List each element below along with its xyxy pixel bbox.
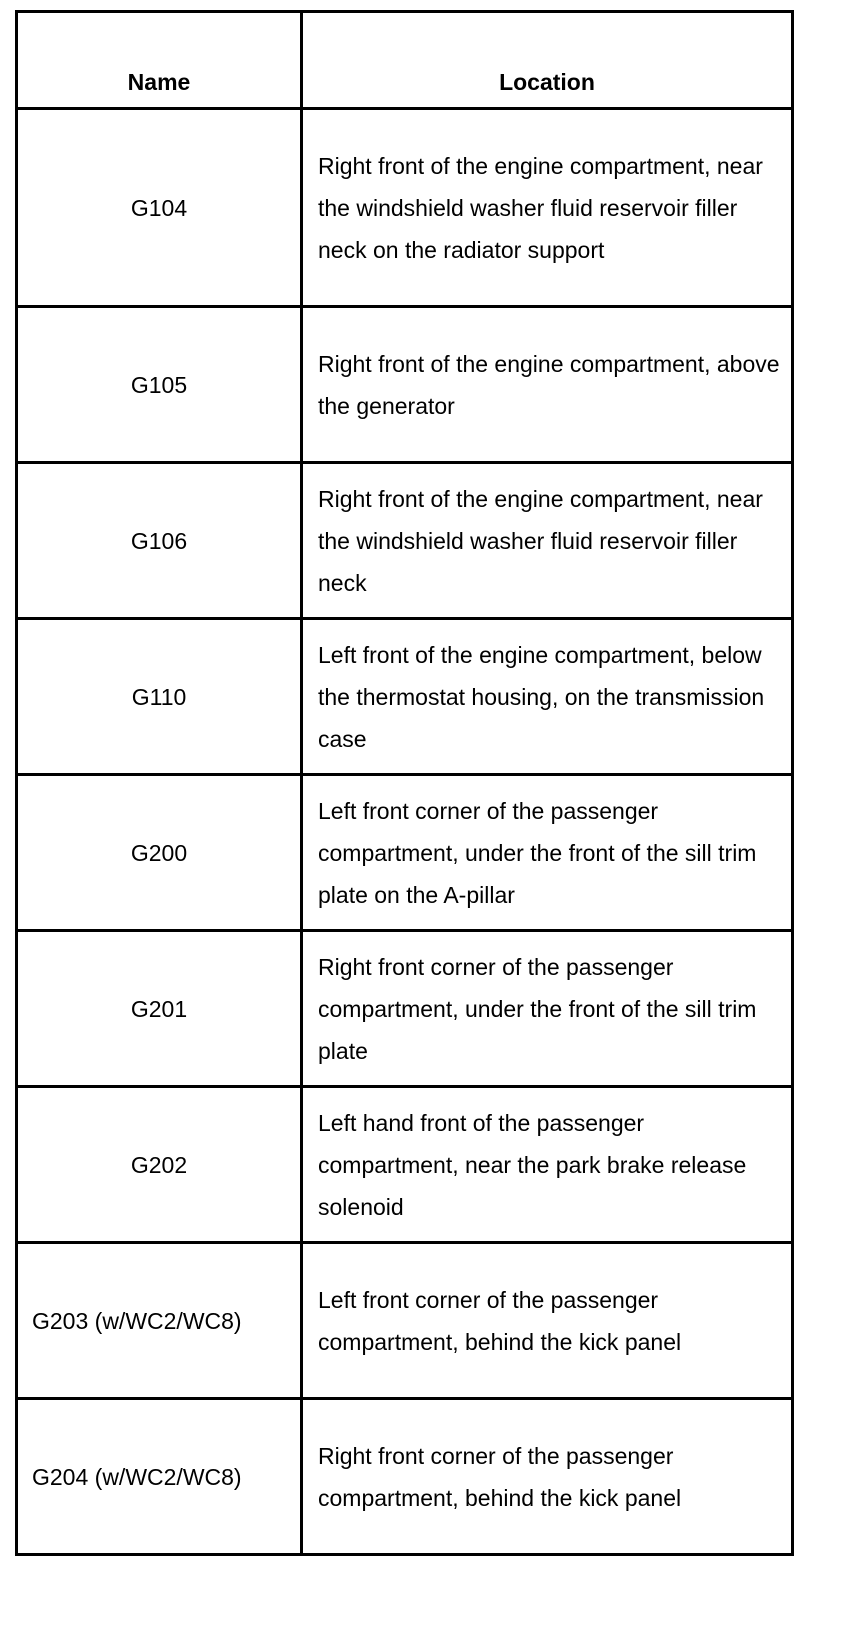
- ground-location: Right front corner of the passenger compartment, behind the kick panel: [302, 1399, 793, 1555]
- ground-name: G200: [17, 775, 302, 931]
- ground-name: G202: [17, 1087, 302, 1243]
- table-row: [17, 1087, 793, 1243]
- table-row: [17, 931, 793, 1087]
- table-row: [17, 775, 793, 931]
- ground-name: G106: [17, 463, 302, 619]
- ground-location: Right front of the engine compartment, above the generator: [302, 307, 793, 463]
- ground-name: G110: [17, 619, 302, 775]
- ground-location: Right front of the engine compartment, near the windshield washer fluid reservoir filler neck: [302, 463, 793, 619]
- ground-name: G104: [17, 109, 302, 307]
- table-row: [17, 307, 793, 463]
- table-row: [17, 1399, 793, 1555]
- table-row: [17, 619, 793, 775]
- ground-location: Right front corner of the passenger compartment, under the front of the sill trim plate: [302, 931, 793, 1087]
- table-row: [17, 1243, 793, 1399]
- table-row: [17, 463, 793, 619]
- table-row: [17, 109, 793, 307]
- ground-name: G203 (w/WC2/WC8): [17, 1243, 302, 1399]
- column-header-name: Name: [17, 12, 302, 109]
- table-header-row: [17, 12, 793, 109]
- ground-location: Left front of the engine compartment, below the thermostat housing, on the transmission case: [302, 619, 793, 775]
- column-header-location: Location: [302, 12, 793, 109]
- ground-name: G201: [17, 931, 302, 1087]
- ground-location: Left front corner of the passenger compartment, behind the kick panel: [302, 1243, 793, 1399]
- ground-location: Left front corner of the passenger compartment, under the front of the sill trim plate on the A-pillar: [302, 775, 793, 931]
- ground-location: Left hand front of the passenger compartment, near the park brake release solenoid: [302, 1087, 793, 1243]
- ground-location: Right front of the engine compartment, near the windshield washer fluid reservoir filler neck on the radiator support: [302, 109, 793, 307]
- ground-name: G204 (w/WC2/WC8): [17, 1399, 302, 1555]
- ground-locations-table: [15, 10, 794, 1556]
- ground-name: G105: [17, 307, 302, 463]
